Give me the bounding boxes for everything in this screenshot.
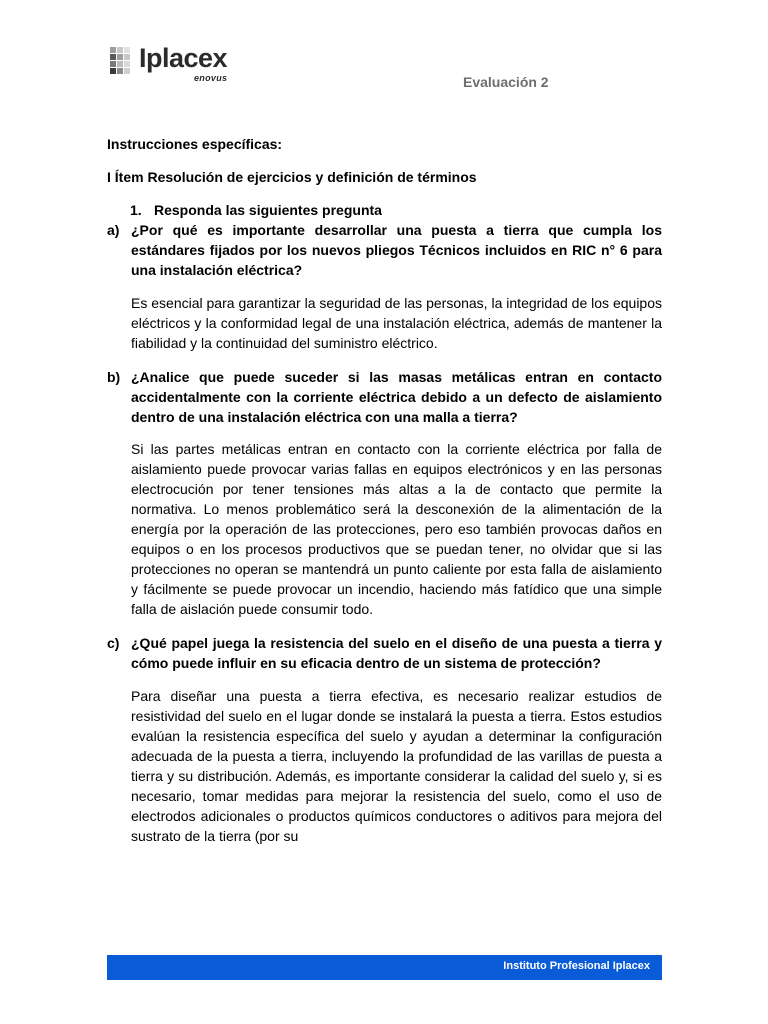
numbered-text: Responda las siguientes pregunta <box>154 202 382 218</box>
question-block-a <box>107 220 662 353</box>
logo-wordmark: Iplacex <box>139 43 228 73</box>
question-c <box>107 633 662 673</box>
evaluation-label: Evaluación 2 <box>463 74 549 90</box>
footer-institution: Instituto Profesional Iplacex <box>503 960 650 972</box>
question-text: ¿Analice que puede suceder si las masas metálicas entran en contacto accidentalmente con la corriente eléctrica debido a un defecto de aislamiento dentro de una instalación eléctrica con una malla a tierra? <box>131 369 662 425</box>
document-body <box>107 134 662 846</box>
answer-b: Si las partes metálicas entran en contacto con la corriente eléctrica por falla de aislamiento puede provocar varias fallas en equipos electrónicos y en las personas electrocución por tener tensiones más altas a la de contacto que permite la normativa. Lo menos problemático será la desconexión de la alimentación de la energía por la operación de las protecciones, pero eso también provocas daños en equipos o en los procesos productivos que se puedan tener, no olvidar que si las protecciones no operan se mantendrá un punto caliente por esta falla de aislamiento y fácilmente se puede provocar un incendio, haciendo más fatídico que una simple falla de aislación puede consumir todo. <box>131 441 662 617</box>
question-b <box>107 367 662 427</box>
question-text: ¿Por qué es importante desarrollar una puesta a tierra que cumpla los estándares fijados por los nuevos pliegos Técnicos incluidos en RIC n° 6 para una instalación eléctrica? <box>131 222 662 278</box>
logo-squares-icon <box>110 47 136 77</box>
answer-a: Es esencial para garantizar la seguridad de las personas, la integridad de los equipos eléctricos y la conformidad legal de una instalación eléctrica, además de mantener la fiabilidad y la continuidad del suministro eléctrico. <box>131 295 662 351</box>
item-title: I Ítem Resolución de ejercicios y definición de términos <box>107 169 477 185</box>
question-block-b <box>107 367 662 619</box>
question-letter: c) <box>107 635 120 651</box>
question-text: ¿Qué papel juega la resistencia del suelo en el diseño de una puesta a tierra y cómo puede influir en su eficacia dentro de un sistema de protección? <box>131 635 662 671</box>
question-letter: b) <box>107 369 121 385</box>
answer-c: Para diseñar una puesta a tierra efectiva, es necesario realizar estudios de resistividad del suelo en el lugar donde se instalará la puesta a tierra. Estos estudios evalúan la resistencia específica del suelo y ayudan a determinar la configuración adecuada de la puesta a tierra, incluyendo la profundidad de las varillas de puesta a tierra y su distribución. Además, es importante considerar la calidad del suelo y, si es necesario, tomar medidas para mejorar la resistencia del suelo, como el uso de electrodos adicionales o productos químicos conductores o aditivos para mejora del sustrato de la tierra (por su <box>131 688 662 844</box>
question-a <box>107 220 662 280</box>
numbered-instruction <box>107 200 662 220</box>
question-letter: a) <box>107 222 120 238</box>
question-block-c <box>107 633 662 846</box>
logo-subtitle: enovus <box>194 73 228 83</box>
numbered-index: 1. <box>130 202 142 218</box>
instructions-heading: Instrucciones específicas: <box>107 136 283 152</box>
footer-bar <box>107 955 662 980</box>
